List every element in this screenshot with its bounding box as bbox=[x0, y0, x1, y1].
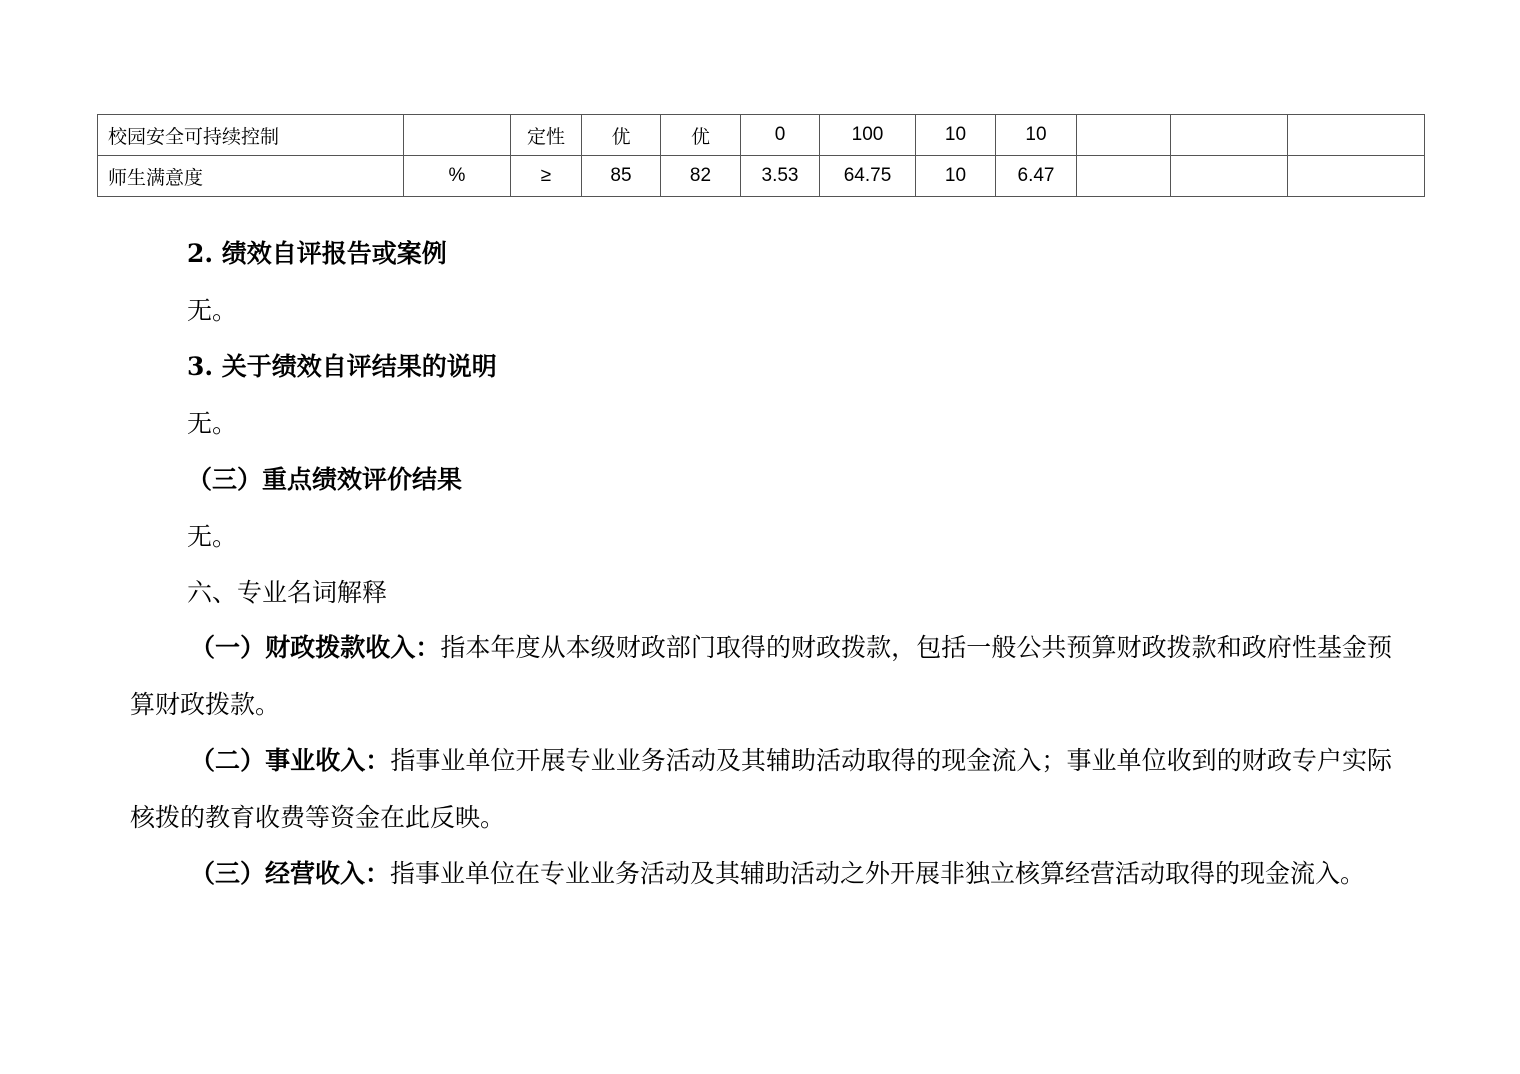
weight-cell: 10 bbox=[916, 156, 996, 197]
empty-cell bbox=[1288, 156, 1425, 197]
unit-cell: % bbox=[404, 156, 511, 197]
operator-cell: 定性 bbox=[511, 115, 582, 156]
target-cell: 优 bbox=[582, 115, 661, 156]
term-definition: 指事业单位在专业业务活动及其辅助活动之外开展非独立核算经营活动取得的现金流入。 bbox=[390, 859, 1366, 888]
target-cell: 85 bbox=[582, 156, 661, 197]
term-label: （三）经营收入： bbox=[190, 859, 391, 888]
term-definition: 指本年度从本级财政部门取得的财政拨款，包括一般公共预算财政拨款和政府性基金预算财政拨款。 bbox=[130, 633, 1392, 719]
deviation-cell: 3.53 bbox=[741, 156, 820, 197]
performance-indicator-table bbox=[97, 114, 1425, 197]
section-body-self-evaluation-report: 无。 bbox=[187, 296, 238, 325]
score-cell: 6.47 bbox=[996, 156, 1077, 197]
empty-cell bbox=[1171, 156, 1288, 197]
empty-cell bbox=[1077, 115, 1171, 156]
table-row bbox=[98, 156, 1425, 197]
term-label: （二）事业收入： bbox=[190, 746, 391, 775]
section-heading-result-explanation: 3. 关于绩效自评结果的说明 bbox=[187, 352, 497, 381]
score-cell: 10 bbox=[996, 115, 1077, 156]
actual-cell: 优 bbox=[661, 115, 741, 156]
completion-cell: 64.75 bbox=[820, 156, 916, 197]
section-heading-self-evaluation-report: 2. 绩效自评报告或案例 bbox=[187, 239, 447, 268]
indicator-name-cell: 师生满意度 bbox=[98, 156, 404, 197]
glossary-item-operating-income bbox=[130, 845, 1392, 902]
actual-cell: 82 bbox=[661, 156, 741, 197]
empty-cell bbox=[1288, 115, 1425, 156]
term-label: （一）财政拨款收入： bbox=[190, 633, 441, 662]
operator-cell: ≥ bbox=[511, 156, 582, 197]
empty-cell bbox=[1077, 156, 1171, 197]
section-heading-glossary: 六、专业名词解释 bbox=[187, 578, 388, 607]
section-heading-key-evaluation: （三）重点绩效评价结果 bbox=[187, 465, 463, 494]
glossary-item-fiscal-appropriation bbox=[130, 619, 1392, 733]
term-definition: 指事业单位开展专业业务活动及其辅助活动取得的现金流入；事业单位收到的财政专户实际核拨的教育收费等资金在此反映。 bbox=[130, 746, 1392, 832]
indicator-name-cell: 校园安全可持续控制 bbox=[98, 115, 404, 156]
completion-cell: 100 bbox=[820, 115, 916, 156]
unit-cell bbox=[404, 115, 511, 156]
empty-cell bbox=[1171, 115, 1288, 156]
glossary-item-business-income bbox=[130, 732, 1392, 846]
section-body-result-explanation: 无。 bbox=[187, 409, 238, 438]
table-row bbox=[98, 115, 1425, 156]
section-body-key-evaluation: 无。 bbox=[187, 522, 238, 551]
deviation-cell: 0 bbox=[741, 115, 820, 156]
weight-cell: 10 bbox=[916, 115, 996, 156]
